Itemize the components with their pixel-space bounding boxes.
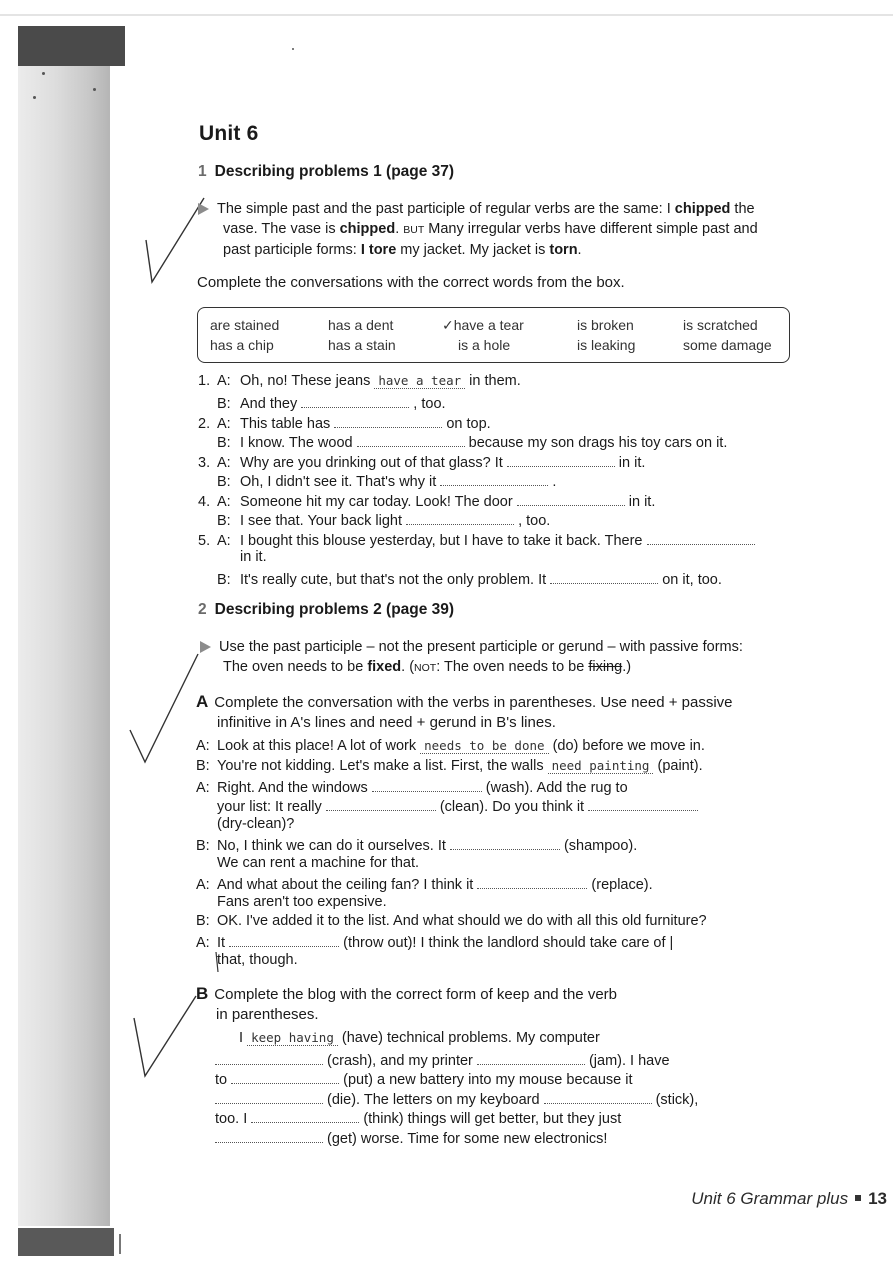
- line-text: Oh, I didn't see it. That's why it: [240, 474, 437, 490]
- blog-line: [215, 1128, 607, 1147]
- word-box: [197, 307, 790, 363]
- exercise-line: [198, 393, 446, 412]
- item-number: 4.: [198, 494, 211, 510]
- speaker-label: A:: [217, 455, 231, 471]
- section-2-heading: [198, 601, 454, 619]
- answer-blank[interactable]: [477, 1050, 585, 1065]
- answer-blank[interactable]: [588, 796, 698, 811]
- line-text: Someone hit my car today. Look! The door: [240, 494, 513, 510]
- exercise-line: [198, 413, 491, 432]
- exercise-line: [198, 530, 755, 549]
- answer-blank[interactable]: [301, 393, 409, 408]
- answer-blank[interactable]: [357, 432, 465, 447]
- answer-text: keep having: [247, 1031, 338, 1046]
- line-text: Look at this place! A lot of work: [217, 738, 417, 754]
- checkmark-2: [130, 654, 198, 762]
- section-1-instruction: Complete the conversations with the correct words from the box.: [197, 274, 625, 291]
- box-word: has a dent: [328, 317, 394, 333]
- speaker-label: B:: [196, 913, 210, 929]
- line-text: It: [217, 935, 226, 951]
- line-text: And what about the ceiling fan? I think it: [217, 877, 474, 893]
- answer-blank[interactable]: [372, 777, 482, 792]
- speaker-label: A:: [217, 533, 231, 549]
- line-text: (have) technical problems. My computer: [341, 1030, 600, 1046]
- line-text: (stick),: [655, 1092, 699, 1108]
- answer-blank[interactable]: [450, 835, 560, 850]
- conversation-line: [196, 932, 673, 951]
- page-footer: [691, 1189, 887, 1209]
- box-word: is scratched: [683, 317, 758, 333]
- square-bullet-icon: [855, 1195, 861, 1201]
- answer-text: need painting: [548, 759, 654, 774]
- box-word: has a stain: [328, 337, 396, 353]
- line-text: (throw out)! I think the landlord should take care of |: [343, 935, 674, 951]
- answer-blank[interactable]: [326, 796, 436, 811]
- answer-blank[interactable]: [215, 1050, 323, 1065]
- line-text: (replace).: [591, 877, 653, 893]
- line-text: in it.: [614, 455, 646, 471]
- answer-text: needs to be done: [420, 739, 548, 754]
- exercise-line: [198, 491, 655, 510]
- line-text: in it.: [240, 549, 267, 565]
- section-1-heading: [198, 163, 454, 181]
- exercise-line: [198, 373, 521, 389]
- speaker-label: A:: [196, 780, 210, 796]
- line-text: You're not kidding. Let's make a list. First, the walls: [217, 758, 544, 774]
- line-text: in it.: [624, 494, 656, 510]
- checkmark-3: [134, 996, 196, 1076]
- part-b-letter: B: [196, 984, 209, 1003]
- unit-title: Unit 6: [199, 122, 259, 145]
- line-text: because my son drags his toy cars on it.: [464, 435, 728, 451]
- speaker-label: A:: [196, 738, 210, 754]
- answer-blank[interactable]: [229, 932, 339, 947]
- conversation-line: [196, 913, 707, 929]
- box-word: is a hole: [458, 337, 511, 353]
- answer-text: have a tear: [374, 374, 465, 389]
- exercise-line: [198, 432, 727, 451]
- line-text: (clean). Do you think it: [439, 799, 585, 815]
- checkmark-1: [146, 198, 204, 282]
- exercise-line: [198, 569, 722, 588]
- line-text: Fans aren't too expensive.: [217, 894, 387, 910]
- conversation-line: [196, 874, 653, 893]
- conversation-line: [196, 758, 703, 774]
- exercise-line: [198, 549, 267, 565]
- note-line-1: The simple past and the past participle of regular verbs are the same: I chipped the: [198, 199, 798, 219]
- line-text: (think) things will get better, but they just: [363, 1111, 622, 1127]
- note-line-2: vase. The vase is chipped. BUT Many irregular verbs have different simple past and: [223, 221, 758, 237]
- note-line-3: past participle forms: I tore my jacket. My jacket is torn.: [223, 242, 582, 258]
- exercise-line: [198, 510, 550, 529]
- answer-blank[interactable]: [215, 1128, 323, 1143]
- part-a-instruction: A Complete the conversation with the verbs in parentheses. Use need + passive infinitive in A's lines and need + gerund in B's lines.: [196, 692, 733, 731]
- conversation-line: [196, 816, 294, 832]
- line-text: I bought this blouse yesterday, but I have to take it back. There: [240, 533, 643, 549]
- answer-blank[interactable]: [251, 1108, 359, 1123]
- blog-line: [215, 1089, 698, 1108]
- section-1-note: [198, 199, 798, 260]
- box-word: some damage: [683, 337, 772, 353]
- line-text: too. I: [215, 1111, 248, 1127]
- blog-line: [215, 1050, 670, 1069]
- line-text: , too.: [409, 396, 446, 412]
- note2-line-1: Use the past participle – not the present participle or gerund – with passive forms:: [200, 637, 800, 657]
- speaker-label: B:: [217, 396, 231, 412]
- line-text: (wash). Add the rug to: [485, 780, 628, 796]
- line-text: (shampoo).: [563, 838, 638, 854]
- line-text: Right. And the windows: [217, 780, 368, 796]
- answer-blank[interactable]: [477, 874, 587, 889]
- line-text: your list: It really: [217, 799, 322, 815]
- answer-blank[interactable]: [334, 413, 442, 428]
- arrow-icon: [200, 641, 211, 653]
- speaker-label: B:: [217, 572, 231, 588]
- conversation-line: [196, 952, 298, 968]
- line-text: (get) worse. Time for some new electronics!: [327, 1131, 608, 1147]
- conversation-line: [196, 738, 705, 754]
- footer-title: Unit 6 Grammar plus: [691, 1189, 849, 1208]
- blog-line: [215, 1108, 621, 1127]
- line-text: It's really cute, but that's not the only problem. It: [240, 572, 547, 588]
- box-word: is leaking: [577, 337, 636, 353]
- line-text: No, I think we can do it ourselves. It: [217, 838, 446, 854]
- answer-blank[interactable]: [544, 1089, 652, 1104]
- section-1-number: 1: [198, 163, 207, 180]
- conversation-line: [196, 855, 419, 871]
- speaker-label: A:: [217, 416, 231, 432]
- section-1-title: Describing problems 1 (page 37): [214, 163, 455, 180]
- line-text: (dry-clean)?: [217, 816, 295, 832]
- speaker-label: A:: [217, 373, 231, 389]
- answer-blank[interactable]: [517, 491, 625, 506]
- answer-blank[interactable]: [647, 530, 755, 545]
- exercise-line: [198, 471, 556, 490]
- speaker-label: A:: [196, 877, 210, 893]
- answer-blank[interactable]: [440, 471, 548, 486]
- conversation-line: [196, 777, 628, 796]
- item-number: 2.: [198, 416, 211, 432]
- line-text: Oh, no! These jeans: [240, 373, 371, 389]
- exercise-line: [198, 452, 645, 471]
- line-text: I know. The wood: [240, 435, 353, 451]
- blog-line: [239, 1030, 600, 1046]
- answer-blank[interactable]: [550, 569, 658, 584]
- box-word: ✓have a tear: [442, 317, 524, 333]
- speaker-label: B:: [196, 758, 210, 774]
- box-word: is broken: [577, 317, 634, 333]
- part-b-instruction: B Complete the blog with the correct form of keep and the verb in parentheses.: [196, 984, 617, 1023]
- conversation-line: [196, 894, 387, 910]
- line-text: We can rent a machine for that.: [217, 855, 420, 871]
- line-text: to: [215, 1072, 228, 1088]
- line-text: (jam). I have: [588, 1053, 670, 1069]
- line-text: I: [239, 1030, 244, 1046]
- answer-blank[interactable]: [406, 510, 514, 525]
- box-word: has a chip: [210, 337, 274, 353]
- line-text: (die). The letters on my keyboard: [327, 1092, 540, 1108]
- line-text: (do) before we move in.: [552, 738, 705, 754]
- speaker-label: B:: [217, 513, 231, 529]
- line-text: Why are you drinking out of that glass? It: [240, 455, 503, 471]
- line-text: (paint).: [657, 758, 703, 774]
- line-text: that, though.: [217, 952, 298, 968]
- page-number: 13: [868, 1189, 887, 1208]
- speaker-label: B:: [217, 474, 231, 490]
- section-2-title: Describing problems 2 (page 39): [214, 601, 455, 618]
- speaker-label: A:: [217, 494, 231, 510]
- line-text: in them.: [465, 373, 521, 389]
- speaker-label: B:: [217, 435, 231, 451]
- line-text: , too.: [514, 513, 551, 529]
- arrow-icon: [198, 203, 209, 215]
- line-text: on it, too.: [658, 572, 722, 588]
- line-text: I see that. Your back light: [240, 513, 403, 529]
- part-a-letter: A: [196, 692, 209, 711]
- section-2-note: [200, 637, 800, 678]
- line-text: And they: [240, 396, 298, 412]
- answer-blank[interactable]: [507, 452, 615, 467]
- conversation-line: [196, 796, 698, 815]
- answer-blank[interactable]: [215, 1089, 323, 1104]
- speaker-label: B:: [196, 838, 210, 854]
- conversation-line: [196, 835, 637, 854]
- line-text: OK. I've added it to the list. And what should we do with all this old furniture?: [217, 913, 707, 929]
- blog-line: [215, 1069, 633, 1088]
- line-text: .: [548, 474, 557, 490]
- item-number: 1.: [198, 373, 211, 389]
- line-text: This table has: [240, 416, 331, 432]
- line-text: on top.: [442, 416, 491, 432]
- answer-blank[interactable]: [231, 1069, 339, 1084]
- line-text: (crash), and my printer: [327, 1053, 473, 1069]
- item-number: 5.: [198, 533, 211, 549]
- item-number: 3.: [198, 455, 211, 471]
- line-text: (put) a new battery into my mouse because it: [343, 1072, 633, 1088]
- section-2-number: 2: [198, 601, 207, 618]
- speaker-label: A:: [196, 935, 210, 951]
- box-word: are stained: [210, 317, 280, 333]
- note2-line-2: The oven needs to be fixed. (NOT: The oven needs to be fixing.): [223, 659, 632, 675]
